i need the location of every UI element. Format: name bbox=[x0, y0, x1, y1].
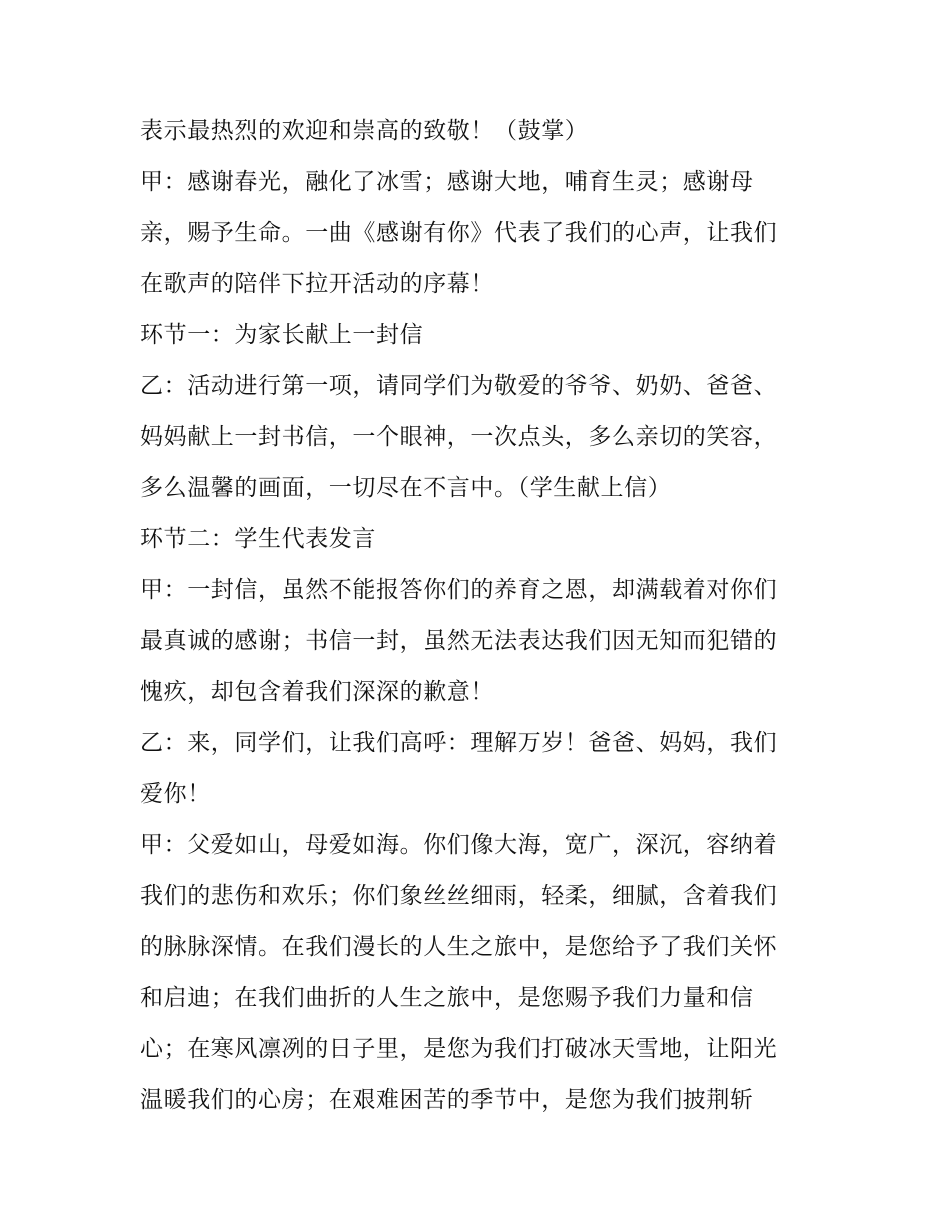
text-line: 心；在寒风凛冽的日子里，是您为我们打破冰天雪地，让阳光 bbox=[140, 1036, 778, 1062]
text-line: 亲，赐予生命。一曲《感谢有你》代表了我们的心声，让我们 bbox=[140, 220, 778, 246]
section-heading: 环节二：学生代表发言 bbox=[140, 526, 376, 552]
text-line: 乙：活动进行第一项，请同学们为敬爱的爷爷、奶奶、爸爸、 bbox=[140, 373, 778, 399]
text-line: 表示最热烈的欢迎和崇高的致敬！（鼓掌） bbox=[140, 118, 589, 144]
text-line: 温暖我们的心房；在艰难困苦的季节中，是您为我们披荆斩 bbox=[140, 1087, 754, 1113]
text-line: 甲：一封信，虽然不能报答你们的养育之恩，却满载着对你们 bbox=[140, 577, 778, 603]
text-line: 在歌声的陪伴下拉开活动的序幕！ bbox=[140, 271, 494, 297]
text-line: 爱你！ bbox=[140, 781, 211, 807]
text-line: 和启迪；在我们曲折的人生之旅中，是您赐予我们力量和信 bbox=[140, 985, 754, 1011]
section-heading: 环节一：为家长献上一封信 bbox=[140, 322, 424, 348]
text-line: 最真诚的感谢；书信一封，虽然无法表达我们因无知而犯错的 bbox=[140, 628, 778, 654]
text-line: 甲：感谢春光，融化了冰雪；感谢大地，哺育生灵；感谢母 bbox=[140, 169, 754, 195]
text-line: 多么温馨的画面，一切尽在不言中。（学生献上信） bbox=[140, 475, 672, 501]
text-line: 甲：父爱如山，母爱如海。你们像大海，宽广，深沉，容纳着 bbox=[140, 832, 778, 858]
text-line: 妈妈献上一封书信，一个眼神，一次点头，多么亲切的笑容， bbox=[140, 424, 778, 450]
text-line: 愧疚，却包含着我们深深的歉意！ bbox=[140, 679, 494, 705]
text-line: 乙：来，同学们，让我们高呼：理解万岁！爸爸、妈妈，我们 bbox=[140, 730, 778, 756]
document-body bbox=[140, 109, 830, 1129]
text-line: 的脉脉深情。在我们漫长的人生之旅中，是您给予了我们关怀 bbox=[140, 934, 778, 960]
text-line: 我们的悲伤和欢乐；你们象丝丝细雨，轻柔，细腻，含着我们 bbox=[140, 883, 778, 909]
